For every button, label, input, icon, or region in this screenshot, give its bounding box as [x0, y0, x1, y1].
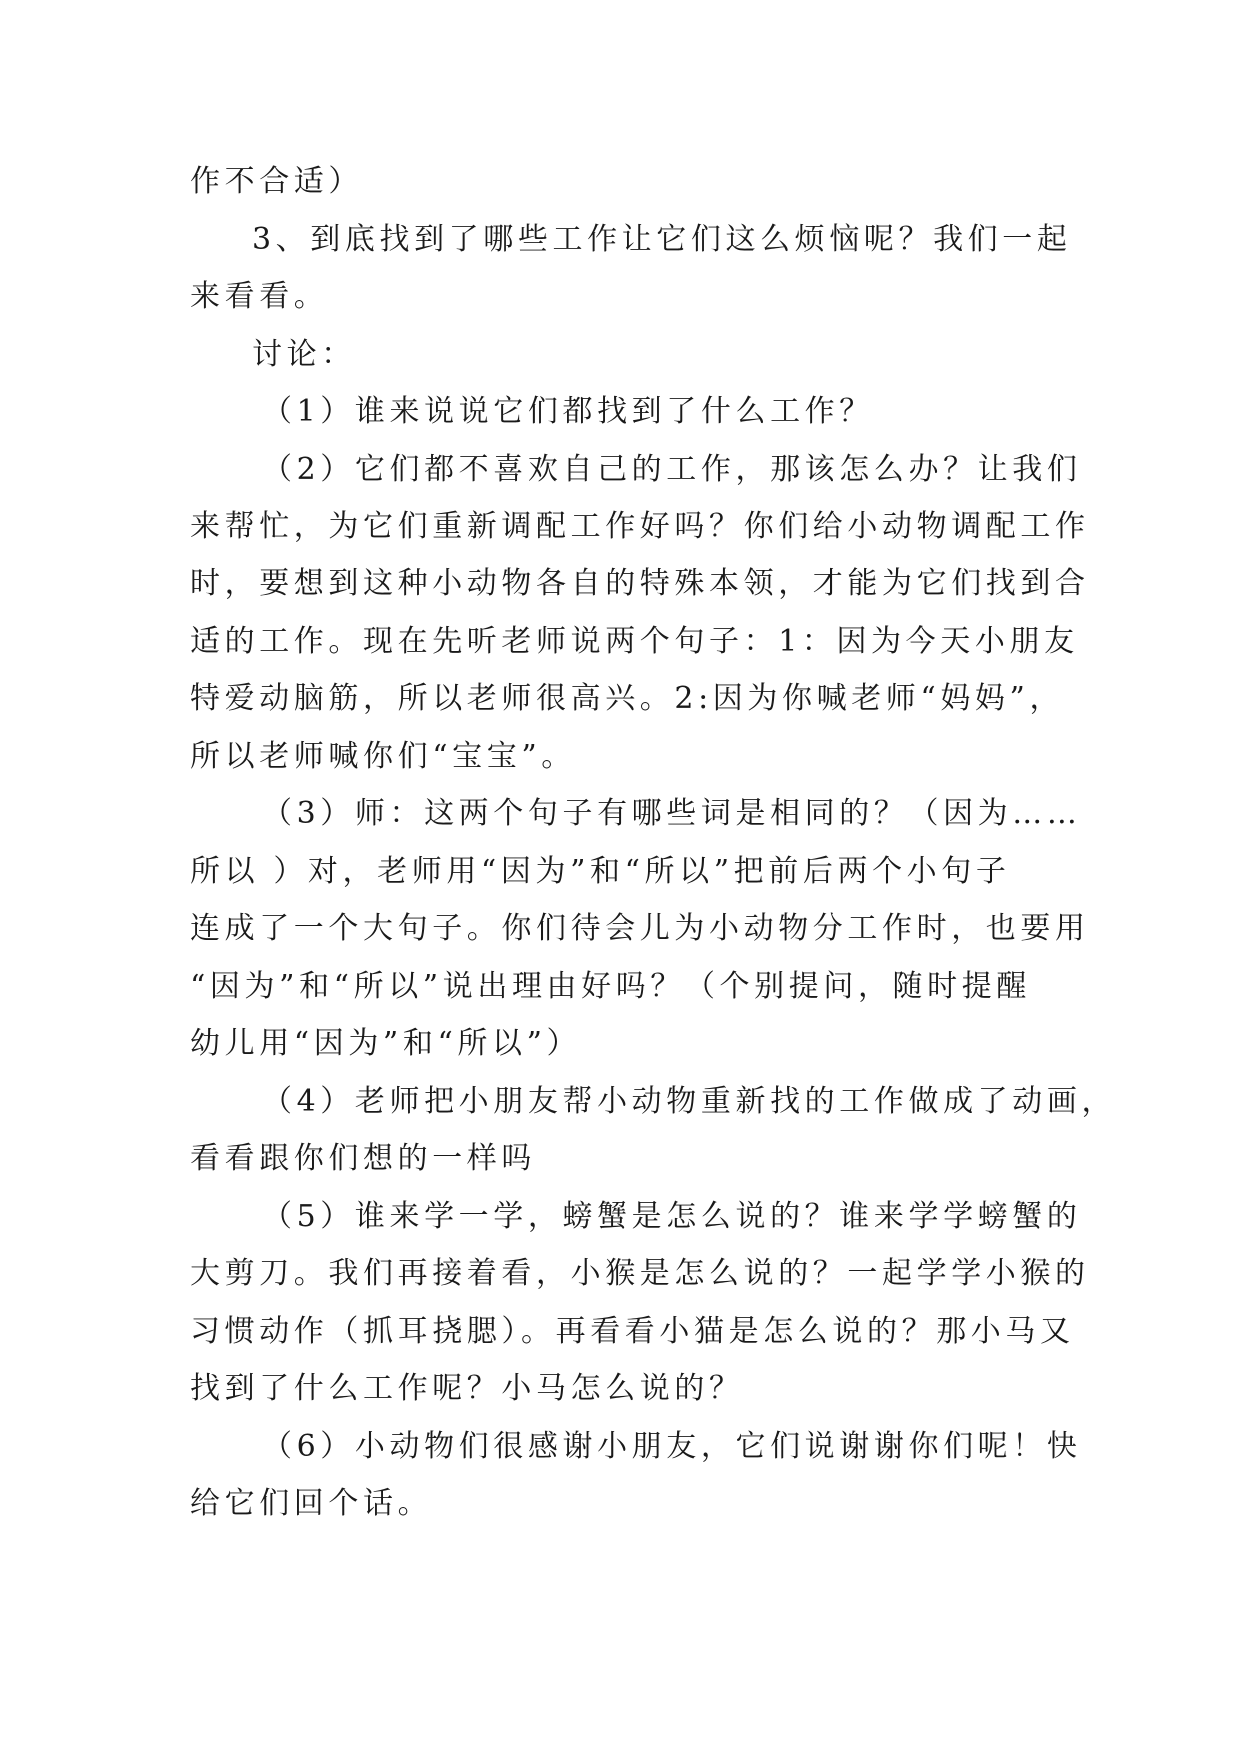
text-line: 幼儿用“因为”和“所以”） — [190, 1026, 582, 1061]
text-line: 给它们回个话。 — [190, 1486, 433, 1521]
text-line: 来看看。 — [190, 279, 329, 314]
text-line: （3）师：这两个句子有哪些词是相同的？（因为…… — [262, 796, 1082, 831]
text-line: （5）谁来学一学，螃蟹是怎么说的？谁来学学螃蟹的 — [262, 1199, 1082, 1234]
text-line: 所以 ）对，老师用“因为”和“所以”把前后两个小句子 — [190, 854, 1011, 889]
text-line: 找到了什么工作呢？小马怎么说的？ — [190, 1371, 744, 1406]
text-line: 特爱动脑筋，所以老师很高兴。2:因为你喊老师“妈妈”， — [190, 681, 1065, 716]
text-line: 作不合适） — [190, 164, 363, 199]
text-line: “因为”和“所以”说出理由好吗？（个别提问，随时提醒 — [190, 969, 1031, 1004]
text-line: 适的工作。现在先听老师说两个句子：1：因为今天小朋友 — [190, 624, 1079, 659]
text-line: 讨论： — [252, 337, 356, 372]
text-line: （4）老师把小朋友帮小动物重新找的工作做成了动画， — [262, 1084, 1117, 1119]
text-line: 所以老师喊你们“宝宝”。 — [190, 739, 576, 774]
text-line: 看看跟你们想的一样吗 — [190, 1141, 536, 1176]
text-line: 3、到底找到了哪些工作让它们这么烦恼呢？我们一起 — [252, 222, 1072, 257]
text-line: 习惯动作（抓耳挠腮）。再看看小猫是怎么说的？那小马又 — [190, 1314, 1075, 1349]
text-line: 连成了一个大句子。你们待会儿为小动物分工作时，也要用 — [190, 911, 1090, 946]
text-line: （2）它们都不喜欢自己的工作，那该怎么办？让我们 — [262, 452, 1082, 487]
text-line: （6）小动物们很感谢小朋友，它们说谢谢你们呢！快 — [262, 1429, 1082, 1464]
text-line: 来帮忙，为它们重新调配工作好吗？你们给小动物调配工作 — [190, 509, 1090, 544]
text-line: （1）谁来说说它们都找到了什么工作？ — [262, 394, 874, 429]
text-line: 时，要想到这种小动物各自的特殊本领，才能为它们找到合 — [190, 566, 1090, 601]
text-line: 大剪刀。我们再接着看，小猴是怎么说的？一起学学小猴的 — [190, 1256, 1090, 1291]
